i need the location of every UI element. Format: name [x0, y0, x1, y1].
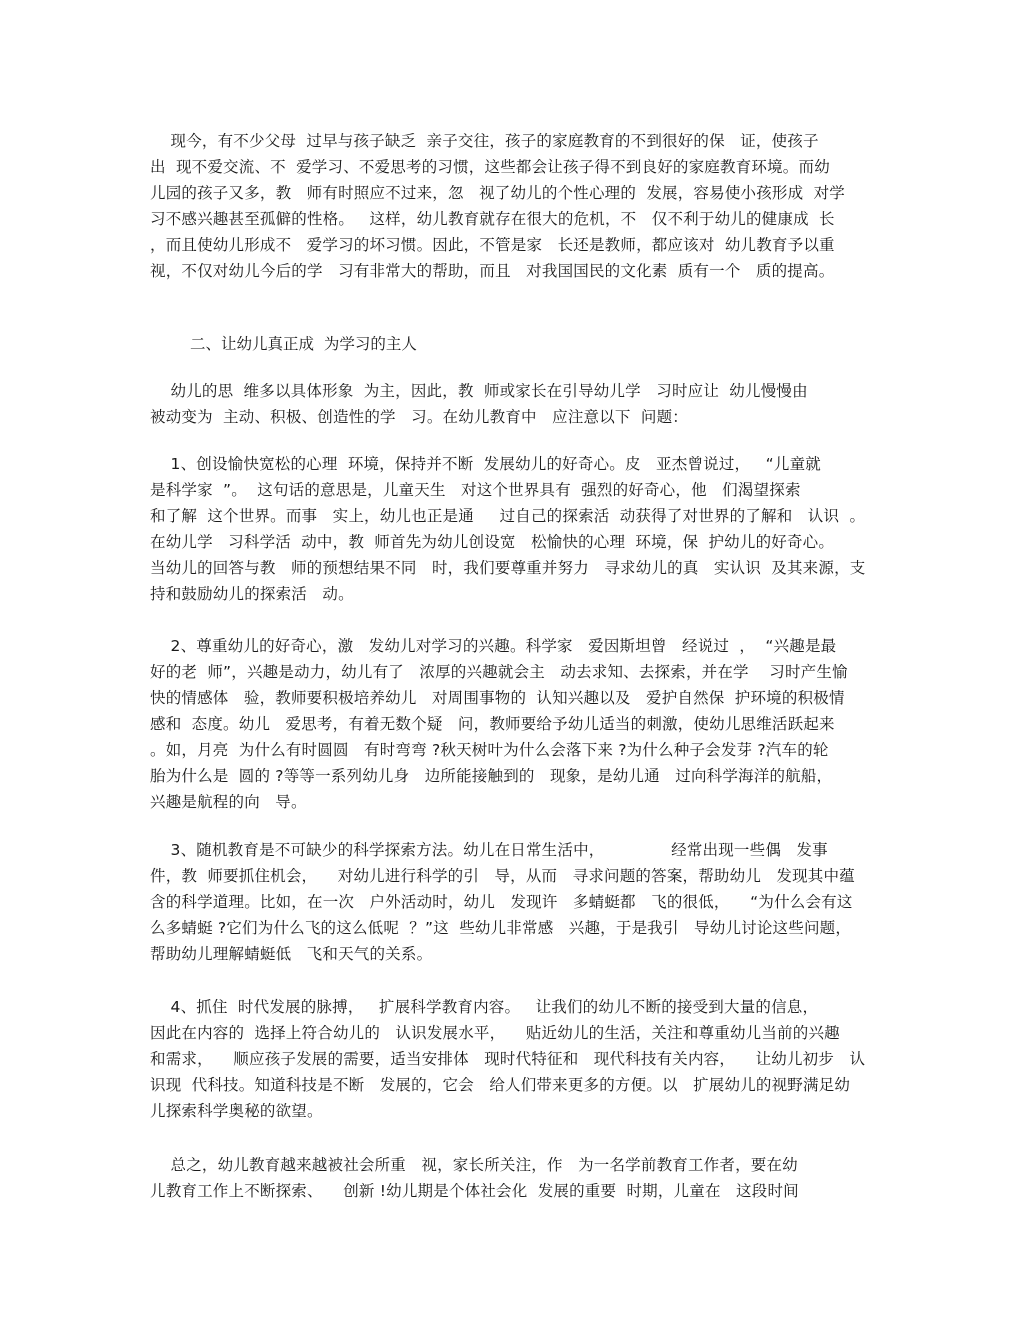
text-line: 。如，月亮 为什么有时圆圆 有时弯弯 ?秋天树叶为什么会落下来 ?为什么种子会发芽 ?汽车的轮: [150, 741, 829, 759]
text-line: 和了解 这个世界。而事 实上，幼儿也正是通 过自己的探索活 动获得了对世界的了解和 认识 。: [150, 507, 866, 525]
text-line: 感和 态度。幼儿 爱思考，有着无数个疑 问，教师要给予幼儿适当的刺激，使幼儿思维活跃起来: [150, 715, 835, 733]
text-line: 儿教育工作上不断探索、 创新 !幼儿期是个体社会化 发展的重要 时期，儿童在 这段时间: [150, 1182, 799, 1200]
text-line: 好的老 师”，兴趣是动力，幼儿有了 浓厚的兴趣就会主 动去求知、去探索，并在学 习时产生愉: [150, 663, 848, 681]
paragraph-point-2: [150, 633, 880, 815]
text-line: 2、尊重幼儿的好奇心，激 发幼儿对学习的兴趣。科学家 爱因斯坦曾 经说过 ， “兴趣是最: [150, 637, 837, 655]
paragraph-conclusion: [150, 1152, 880, 1204]
paragraph-point-4: [150, 994, 880, 1124]
text-line: 么多蜻蜓 ?它们为什么飞的这么低呢 ？”这 些幼儿非常感 兴趣，于是我引 导幼儿讨论这些问题，: [150, 919, 852, 937]
text-line: 儿探索科学奥秘的欲望。: [150, 1102, 323, 1120]
text-line: 4、抓住 时代发展的脉搏， 扩展科学教育内容。 让我们的幼儿不断的接受到大量的信息，: [150, 998, 819, 1016]
text-line: 和需求， 顺应孩子发展的需要，适当安排体 现时代特征和 现代科技有关内容， 让幼儿初步 认: [150, 1050, 866, 1068]
text-line: 在幼儿学 习科学活 动中，教 师首先为幼儿创设宽 松愉快的心理 环境，保 护幼儿的好奇心。: [150, 533, 835, 551]
text-line: 持和鼓励幼儿的探索活 动。: [150, 585, 354, 603]
paragraph-point-1: [150, 451, 880, 607]
text-line: 1、创设愉快宽松的心理 环境，保持并不断 发展幼儿的好奇心。皮 亚杰曾说过， “儿童就: [150, 455, 821, 473]
text-line: 儿园的孩子又多，教 师有时照应不过来，忽 视了幼儿的个性心理的 发展，容易使小孩形成 对学: [150, 184, 845, 202]
text-line: 兴趣是航程的向 导。: [150, 793, 307, 811]
text-line: ，而且使幼儿形成不 爱学习的坏习惯。因此，不管是家 长还是教师，都应该对 幼儿教育予以重: [150, 236, 835, 254]
text-line: 幼儿的思 维多以具体形象 为主，因此，教 师或家长在引导幼儿学 习时应让 幼儿慢慢由: [150, 382, 808, 400]
text-line: 视，不仅对幼儿今后的学 习有非常大的帮助，而且 对我国国民的文化素 质有一个 质的提高。: [150, 262, 835, 280]
text-line: 习不感兴趣甚至孤僻的性格。 这样，幼儿教育就存在很大的危机，不 仅不利于幼儿的健康成 长: [150, 210, 835, 228]
text-line: 当幼儿的回答与教 师的预想结果不同 时，我们要尊重并努力 寻求幼儿的真 实认识 及其来源，支: [150, 559, 866, 577]
text-line: 快的情感体 验，教师要积极培养幼儿 对周围事物的 认知兴趣以及 爱护自然保 护环境的积极情: [150, 689, 845, 707]
paragraph-thinking: [150, 378, 880, 430]
section-heading: 二、让幼儿真正成 为学习的主人: [190, 335, 417, 353]
paragraph-point-3: [150, 837, 880, 967]
text-line: 含的科学道理。比如，在一次 户外活动时，幼儿 发现许 多蜻蜓都 飞的很低， “为什么会有这: [150, 893, 853, 911]
text-line: 现今，有不少父母 过早与孩子缺乏 亲子交往，孩子的家庭教育的不到很好的保 证，使孩子: [150, 132, 819, 150]
text-line: 识现 代科技。知道科技是不断 发展的，它会 给人们带来更多的方便。以 扩展幼儿的视野满足幼: [150, 1076, 851, 1094]
text-line: 被动变为 主动、积极、创造性的学 习。在幼儿教育中 应注意以下 问题：: [150, 408, 688, 426]
text-line: 总之，幼儿教育越来越被社会所重 视，家长所关注，作 为一名学前教育工作者，要在幼: [150, 1156, 798, 1174]
text-line: 出 现不爱交流、不 爱学习、不爱思考的习惯，这些都会让孩子得不到良好的家庭教育环境。而幼: [150, 158, 830, 176]
text-line: 胎为什么是 圆的 ?等等一系列幼儿身 边所能接触到的 现象，是幼儿通 过向科学海洋的航船，: [150, 767, 833, 785]
text-line: 件，教 师要抓住机会， 对幼儿进行科学的引 导，从而 寻求问题的答案，帮助幼儿 发现其中蕴: [150, 867, 855, 885]
text-line: 帮助幼儿理解蜻蜓低 飞和天气的关系。: [150, 945, 433, 963]
text-line: 3、随机教育是不可缺少的科学探索方法。幼儿在日常生活中， 经常出现一些偶 发事: [150, 841, 828, 859]
text-line: 是科学家 ”。 这句话的意思是，儿童天生 对这个世界具有 强烈的好奇心，他 们渴望探索: [150, 481, 801, 499]
text-line: 因此在内容的 选择上符合幼儿的 认识发展水平， 贴近幼儿的生活，关注和尊重幼儿当前的兴趣: [150, 1024, 840, 1042]
paragraph-intro: [150, 128, 880, 284]
